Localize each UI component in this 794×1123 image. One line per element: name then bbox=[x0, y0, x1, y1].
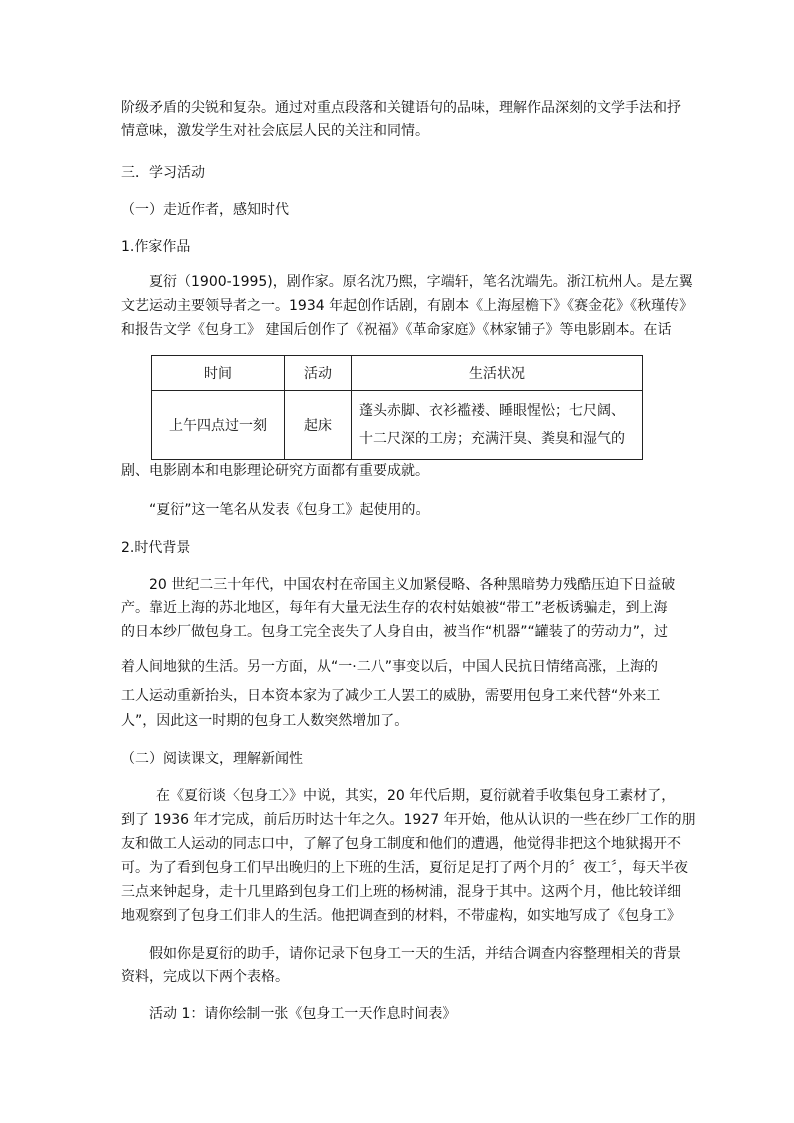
table-row bbox=[152, 391, 643, 460]
paragraph-line: 剧、电影剧本和电影理论研究方面都有重要成就。 bbox=[121, 463, 429, 479]
paragraph-line: 可。为了看到包身工们早出晚归的上下班的生活，夏衍足足打了两个月的〞夜工〞，每天半夜 bbox=[121, 860, 688, 876]
paragraph-line: 的日本纱厂做包身工。包身工完全丧失了人身自由，被当作“机器”“罐装了的劳动力”，过 bbox=[121, 624, 669, 640]
paragraph-line: “夏衍”这一笔名从发表《包身工》起使用的。 bbox=[149, 502, 430, 518]
paragraph-line: 产。靠近上海的苏北地区，每年有大量无法生存的农村姑娘被“带工”老板诱骗走，到上海 bbox=[121, 600, 668, 616]
subsection-heading: （二）阅读课文，理解新闻性 bbox=[121, 751, 303, 767]
cell-time: 上午四点过一刻 bbox=[152, 391, 285, 460]
paragraph-line: 着人间地狱的生活。另一方面，从“一·二八”事变以后，中国人民抗日情绪高涨，上海的 bbox=[121, 659, 658, 675]
cell-activity: 起床 bbox=[285, 391, 352, 460]
topic-heading: 2.时代背景 bbox=[121, 540, 191, 556]
paragraph-line: 夏衍（1900-1995)，剧作家。原名沈乃熙，字端轩，笔名沈端先。浙江杭州人。是左翼 bbox=[149, 274, 693, 290]
paragraph-line: 20 世纪二三十年代，中国农村在帝国主义加紧侵略、各种黑暗势力残酷压迫下日益破 bbox=[149, 577, 676, 593]
status-line: 蓬头赤脚、衣衫褴褛、睡眼惺忪；七尺阔、 bbox=[359, 403, 625, 419]
paragraph-line: 友和做工人运动的同志口中，了解了包身工制度和他们的遭遇，他觉得非把这个地狱揭开不 bbox=[121, 836, 681, 852]
paragraph-line: 资料，完成以下两个表格。 bbox=[121, 969, 289, 985]
schedule-table bbox=[151, 355, 643, 460]
cell-status bbox=[352, 391, 643, 460]
header-time: 时间 bbox=[152, 356, 285, 391]
paragraph-line: 在《夏衍谈〈包身工〉》中说，其实，20 年代后期，夏衍就着手收集包身工素材了， bbox=[156, 788, 676, 804]
paragraph-line: 工人运动重新抬头，日本资本家为了减少工人罢工的威胁，需要用包身工来代替“外来工 bbox=[121, 688, 661, 704]
paragraph-line: 情意味，激发学生对社会底层人民的关注和同情。 bbox=[121, 123, 429, 139]
activity-heading: 活动 1：请你绘制一张《包身工一天作息时间表》 bbox=[149, 1006, 457, 1022]
header-activity: 活动 bbox=[285, 356, 352, 391]
paragraph-line: 地观察到了包身工们非人的生活。他把调查到的材料，不带虚构，如实地写成了《包身工》 bbox=[121, 908, 681, 924]
status-line: 十二尺深的工房；充满汗臭、粪臭和湿气的 bbox=[359, 431, 625, 447]
paragraph-line: 文艺运动主要领导者之一。1934 年起创作话剧，有剧本《上海屋檐下》《赛金花》《秋瑾传》 bbox=[121, 298, 694, 314]
paragraph-line: 三点来钟起身，走十几里路到包身工们上班的杨树浦，混身于其中。这两个月，他比较详细 bbox=[121, 884, 681, 900]
subsection-heading: （一）走近作者，感知时代 bbox=[121, 202, 289, 218]
paragraph-line: 阶级矛盾的尖锐和复杂。通过对重点段落和关键语句的品味，理解作品深刻的文学手法和抒 bbox=[121, 100, 681, 116]
topic-heading: 1.作家作品 bbox=[121, 239, 191, 255]
paragraph-line: 到了 1936 年才完成，前后历时达十年之久。1927 年开始，他从认识的一些在纱厂工作的朋 bbox=[121, 812, 696, 828]
header-status: 生活状况 bbox=[352, 356, 643, 391]
paragraph-line: 和报告文学《包身工》 建国后创作了《祝福》《革命家庭》《林家铺子》等电影剧本。在话 bbox=[121, 322, 672, 338]
section-heading: 三．学习活动 bbox=[121, 165, 205, 181]
paragraph-line: 假如你是夏衍的助手，请你记录下包身工一天的生活，并结合调查内容整理相关的背景 bbox=[149, 946, 681, 962]
table-header-row bbox=[152, 356, 643, 391]
paragraph-line: 人”，因此这一时期的包身工人数突然增加了。 bbox=[121, 713, 409, 729]
